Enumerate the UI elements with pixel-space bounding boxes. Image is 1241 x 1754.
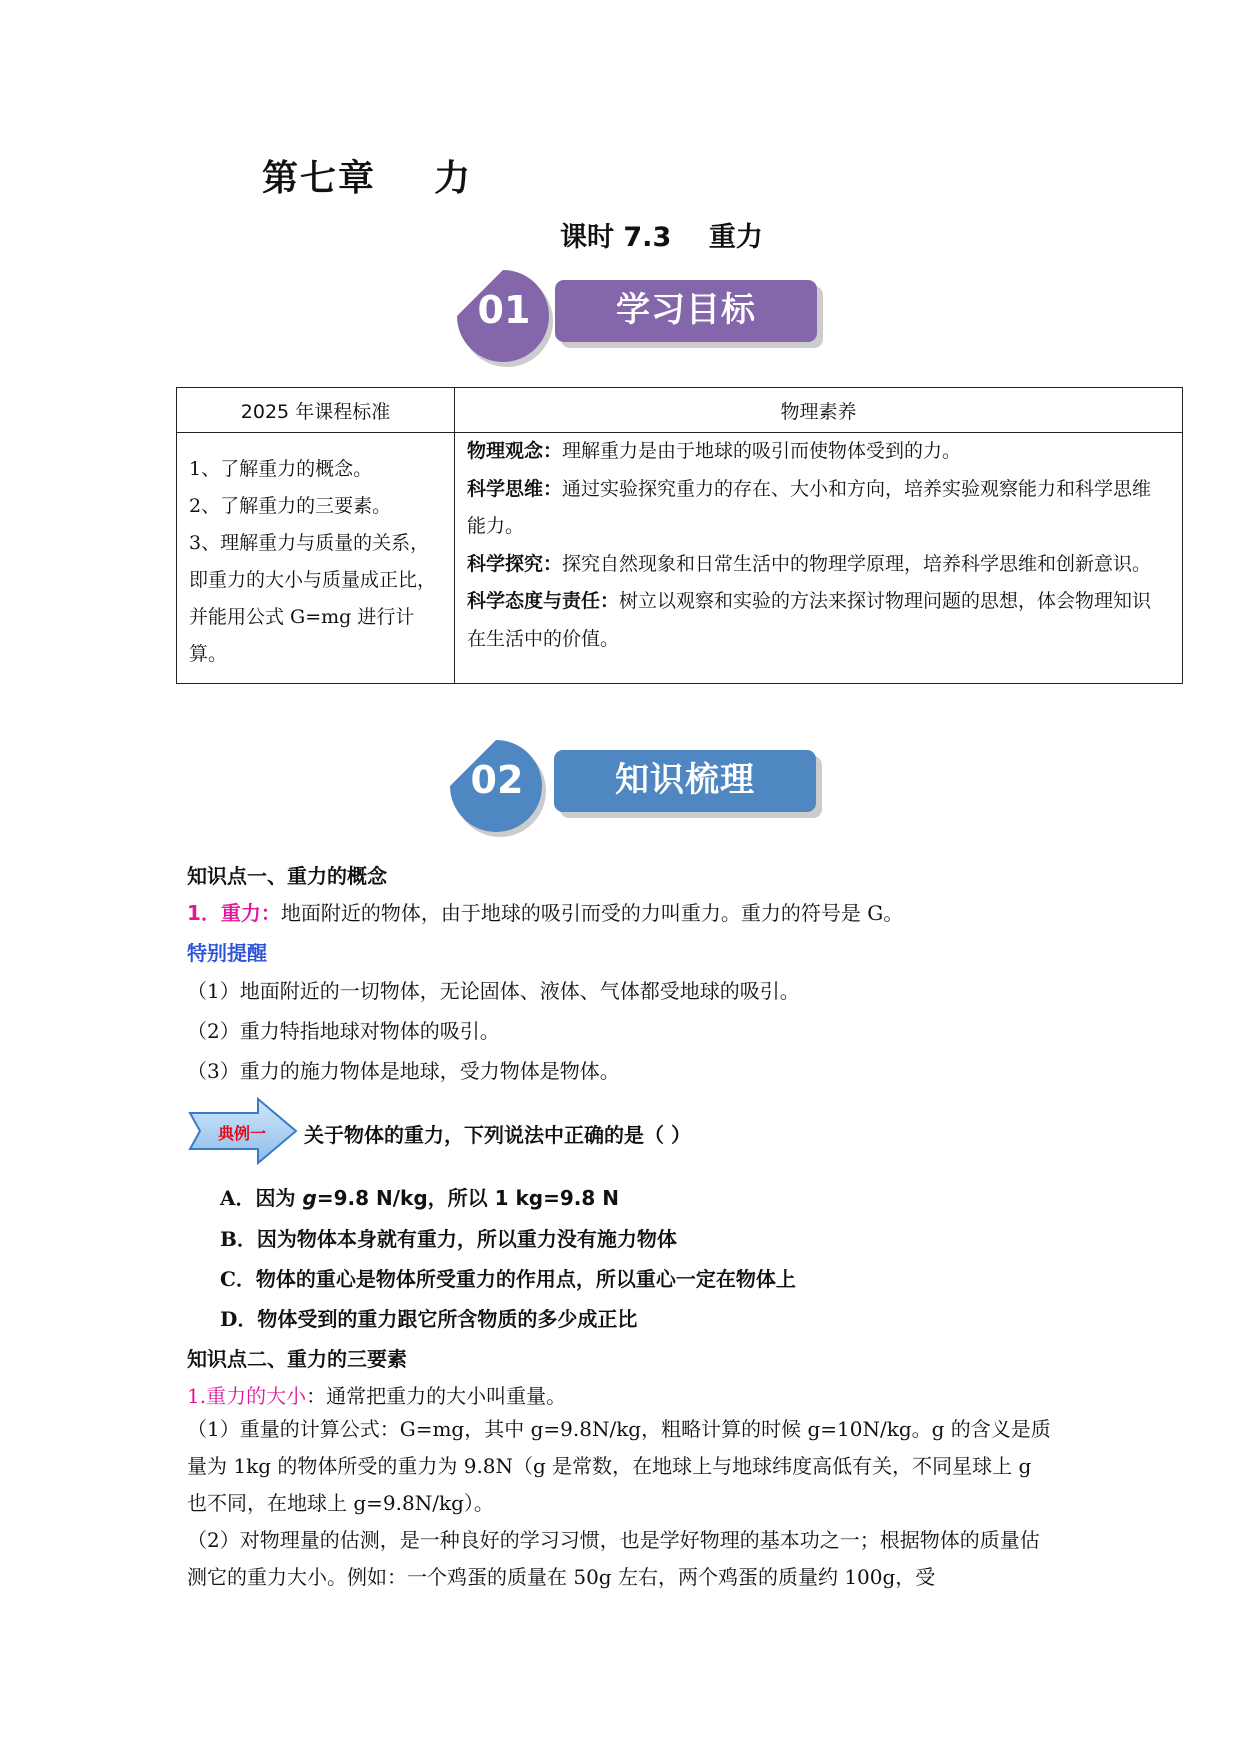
kp1-note-title: 特别提醒 bbox=[187, 941, 267, 965]
literacy-text: 树立以观察和实验的方法来探讨物理问题的思想，体会物理知识在生活中的价值。 bbox=[467, 590, 1152, 650]
lesson-title: 课时 7.3 重力 bbox=[560, 222, 763, 253]
kp2-size-text: ：通常把重力的大小叫重量。 bbox=[306, 1384, 567, 1408]
option-b: B．因为物体本身就有重力，所以重力没有施力物体 bbox=[220, 1227, 677, 1251]
literacy-item bbox=[467, 471, 1168, 546]
learning-goals-table bbox=[176, 387, 1183, 684]
section-label: 知识梳理 bbox=[615, 760, 755, 800]
section-banner-learning-goals bbox=[443, 262, 863, 372]
literacy-key: 科学思维： bbox=[467, 477, 563, 500]
example-question: 关于物体的重力，下列说法中正确的是（ ） bbox=[304, 1123, 691, 1147]
standard-item: 2、了解重力的三要素。 bbox=[189, 495, 392, 517]
literacy-key: 科学探究： bbox=[467, 552, 563, 575]
kp2-size-line bbox=[187, 1380, 566, 1409]
kp2-heading: 知识点二、重力的三要素 bbox=[187, 1347, 407, 1371]
kp1-note: （2）重力特指地球对物体的吸引。 bbox=[187, 1019, 500, 1043]
section-banner-knowledge-review bbox=[436, 732, 856, 842]
literacy-key: 物理观念： bbox=[467, 440, 563, 462]
option-d: D．物体受到的重力跟它所含物质的多少成正比 bbox=[220, 1307, 638, 1331]
standard-item: 3、理解重力与质量的关系，即重力的大小与质量成正比，并能用公式 G=mg 进行计算。 bbox=[189, 532, 437, 665]
section-number: 02 bbox=[470, 758, 524, 802]
section-number: 01 bbox=[477, 288, 531, 332]
literacy-item bbox=[467, 546, 1168, 584]
literacy-text: 探究自然现象和日常生活中的物理学原理，培养科学思维和创新意识。 bbox=[562, 552, 1152, 575]
example-arrow bbox=[188, 1097, 300, 1165]
kp2-paragraph: （2）对物理量的估测，是一种良好的学习习惯，也是学好物理的基本功之一；根据物体的质量估测它的重力大小。例如：一个鸡蛋的质量在 50g 左右，两个鸡蛋的质量约 100g，受 bbox=[187, 1528, 1040, 1589]
literacy-text: 通过实验探究重力的存在、大小和方向，培养实验观察能力和科学思维能力。 bbox=[467, 477, 1152, 537]
chapter-title: 第七章 力 bbox=[262, 158, 473, 199]
literacy-item bbox=[467, 433, 1168, 471]
kp1-def-label: 1．重力： bbox=[187, 901, 281, 925]
literacy-item bbox=[467, 583, 1168, 658]
kp2-paragraph: （1）重量的计算公式：G=mg，其中 g=9.8N/kg，粗略计算的时候 g=10N/kg。g 的含义是质量为 1kg 的物体所受的重力为 9.8N（g 是常数，在地球上与地球纬度高低有关，不同星球上 g 也不同，在地球上 g=9.8N/kg）。 bbox=[187, 1417, 1051, 1515]
standards-cell bbox=[177, 433, 455, 684]
standard-item: 1、了解重力的概念。 bbox=[189, 458, 373, 480]
kp1-note: （3）重力的施力物体是地球，受力物体是物体。 bbox=[187, 1059, 620, 1083]
example-tag: 典例一 bbox=[218, 1124, 267, 1143]
kp1-definition bbox=[187, 897, 903, 926]
section-label: 学习目标 bbox=[616, 290, 756, 330]
header-literacy: 物理素养 bbox=[455, 388, 1183, 433]
header-standard: 2025 年课程标准 bbox=[177, 388, 455, 433]
literacy-key: 科学态度与责任： bbox=[467, 590, 620, 612]
kp2-size-label: 1.重力的大小 bbox=[187, 1384, 307, 1408]
literacy-cell bbox=[455, 433, 1183, 684]
kp1-heading: 知识点一、重力的概念 bbox=[187, 864, 387, 888]
literacy-text: 理解重力是由于地球的吸引而使物体受到的力。 bbox=[562, 440, 962, 462]
option-a: A．因为 g=9.8 N/kg，所以 1 kg=9.8 N bbox=[220, 1186, 619, 1210]
option-c: C．物体的重心是物体所受重力的作用点，所以重心一定在物体上 bbox=[220, 1267, 796, 1291]
kp1-def-text: 地面附近的物体，由于地球的吸引而受的力叫重力。重力的符号是 G。 bbox=[280, 901, 904, 925]
kp1-note: （1）地面附近的一切物体，无论固体、液体、气体都受地球的吸引。 bbox=[187, 979, 800, 1003]
